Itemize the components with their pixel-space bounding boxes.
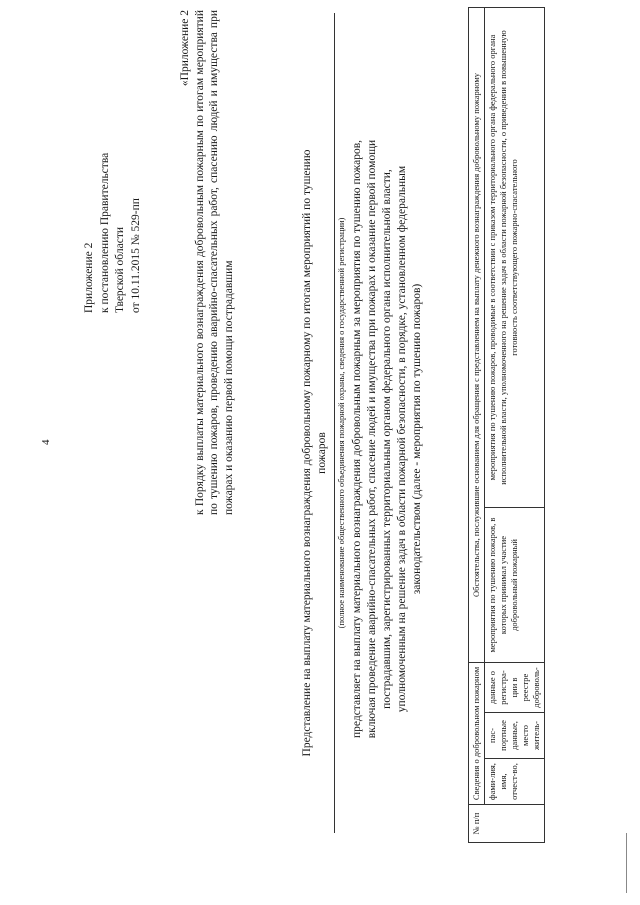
appendix-line: к постановлению Правительства [98,152,111,313]
body-line: пострадавшим, зарегистрированных территориальным органом федерального органа исполнительной власти, [381,168,393,709]
appendix-line: Приложение 2 [83,242,95,313]
appendix-header [82,13,144,313]
representation-body [350,9,425,869]
subheader-cell-event: мероприятия по тушению пожаров, в которых принимал участие добровольный пожарный [485,507,545,662]
body-line: законодательством (далее - мероприятия по тушению пожаров) [411,283,423,594]
subheader-cell-passport: пас-портные данные, место житель- [485,712,545,758]
appendix-line: от 10.11.2015 № 529-пп [129,197,142,313]
representation-title-line: Представление на выплату материального вознаграждения добровольному пожарному по итогам мероприятий по тушению [301,149,313,756]
order-reference-text: к Порядку выплаты материального вознаграждения добровольным пожарным по итогам мероприятий по тушению пожаров, проведению аварийно-спасательных работ, спасению людей и имущества при пожарах и оказанию первой помощи пострадавшим [193,9,235,515]
subheader-cell-basis: мероприятия по тушению пожаров, проводимые в соответствии с приказом территориального органа федерального органа исполнительной власти, уполномоченного на решение задач в области пожарной безопасности, о приведении в повышенную готовность соответствующего пожарно-спасательного [485,7,545,507]
body-line: представляет на выплату материального вознаграждения добровольным пожарным за мероприятия по тушению пожаров, [351,139,363,738]
representation-title [300,3,330,903]
organization-caption: (полное наименование общественного объединения пожарной охраны, сведения о государственной регистрации) [334,13,346,833]
subheader-cell-registry: данные о регистра-ции в реестре доброволь- [485,662,545,712]
appendix-line: Тверской области [114,226,126,313]
header-cell-volunteer-info: Сведения о добровольном пожарном [469,662,485,804]
fire-volunteer-table [468,7,545,843]
subheader-cell-name: фами-лия, имя, отчест-во, [485,758,545,804]
order-reference [178,10,236,515]
rotated-page-content [0,3,640,903]
page-number: 4 [40,439,52,445]
body-line: включая проведение аварийно-спасательных работ, спасение людей и имущества при пожарах и оказание первой помощи [366,139,378,738]
body-line: уполномоченным на решение задач в области пожарной безопасности, в порядке, установленном федеральным [396,165,408,712]
page-edge-line [626,833,627,893]
representation-title-line: пожаров [316,431,328,474]
order-reference-head: «Приложение 2 [179,9,191,86]
header-cell-circumstances: Обстоятельства, послужившие основанием для обращения с представлением на выплату денежного вознаграждения добровольному пожарному [469,7,485,662]
header-cell-number: № п/п [469,804,545,842]
